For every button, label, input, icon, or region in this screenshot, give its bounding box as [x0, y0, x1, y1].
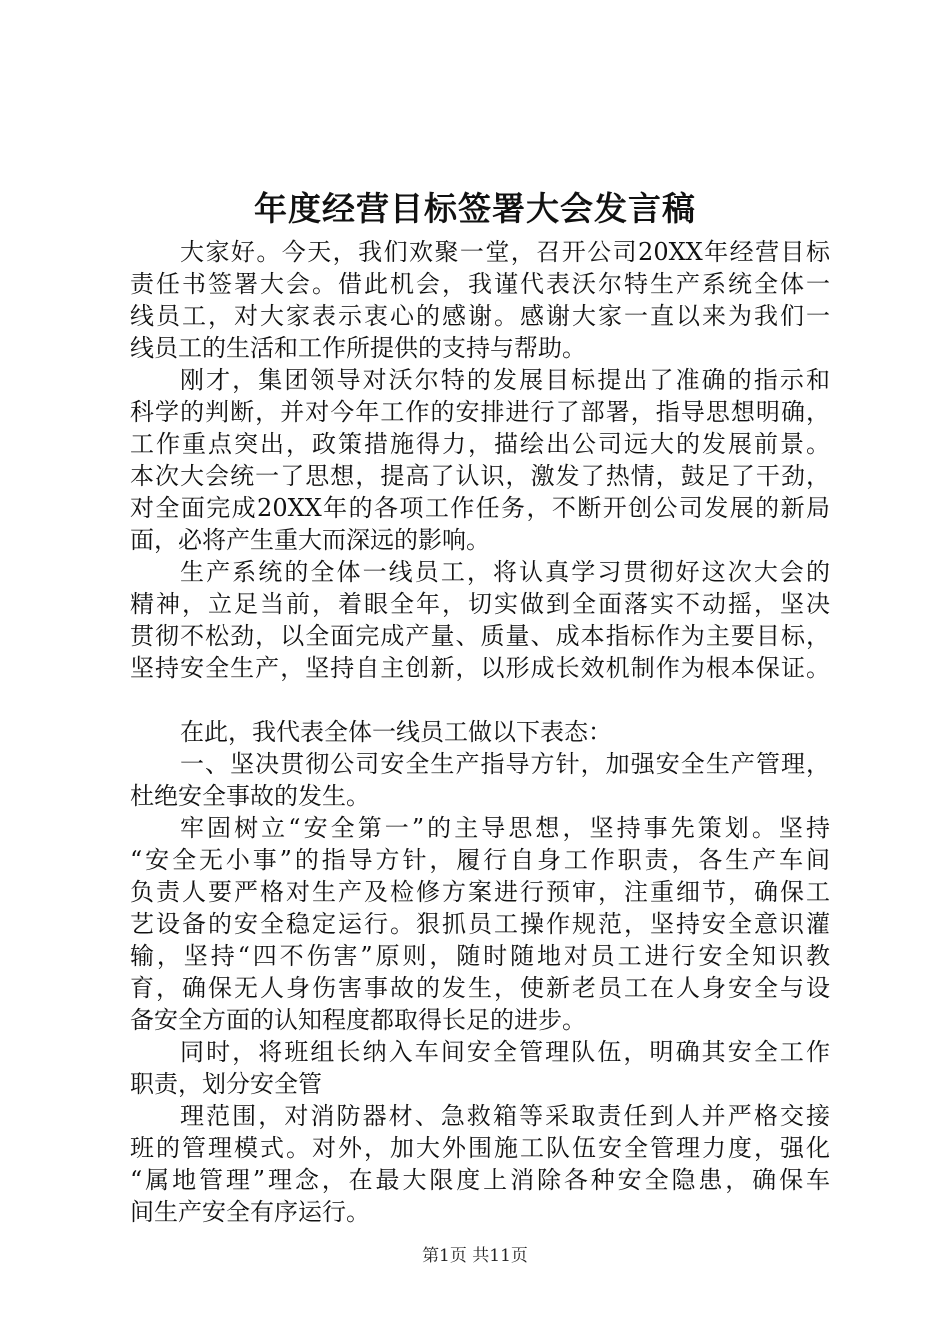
text-line: 对全面完成20XX年的各项工作任务，不断开创公司发展的新局: [130, 494, 830, 522]
text-line: 牢固树立“安全第一”的主导思想，坚持事先策划。坚持: [180, 814, 830, 842]
text-line: “属地管理”理念，在最大限度上消除各种安全隐患，确保车: [130, 1166, 830, 1194]
text-line: 备安全方面的认知程度都取得长足的进步。: [130, 1006, 586, 1034]
text-line: 理范围，对消防器材、急救箱等采取责任到人并严格交接: [180, 1102, 830, 1130]
document-body: [130, 236, 830, 1228]
text-line: 育，确保无人身伤害事故的发生，使新老员工在人身安全与设: [130, 974, 830, 1002]
text-line: “安全无小事”的指导方针，履行自身工作职责，各生产车间: [130, 846, 830, 874]
text-line: 线员工的生活和工作所提供的支持与帮助。: [130, 334, 586, 362]
text-line: 线员工，对大家表示衷心的感谢。感谢大家一直以来为我们一: [130, 302, 830, 330]
text-line: 同时，将班组长纳入车间安全管理队伍，明确其安全工作: [180, 1038, 830, 1066]
text-line: 一、坚决贯彻公司安全生产指导方针，加强安全生产管理，: [180, 750, 830, 778]
text-line: 生产系统的全体一线员工，将认真学习贯彻好这次大会的: [180, 558, 830, 586]
text-line: 输，坚持“四不伤害”原则，随时随地对员工进行安全知识教: [130, 942, 830, 970]
text-line: 科学的判断，并对今年工作的安排进行了部署，指导思想明确，: [130, 398, 830, 426]
blank-line: [130, 684, 830, 716]
text-line: 负责人要严格对生产及检修方案进行预审，注重细节，确保工: [130, 878, 830, 906]
text-line: 杜绝安全事故的发生。: [130, 782, 370, 810]
text-line: 间生产安全有序运行。: [130, 1198, 370, 1226]
text-line: 在此，我代表全体一线员工做以下表态：: [180, 718, 612, 746]
text-line: 精神，立足当前，着眼全年，切实做到全面落实不动摇，坚决: [130, 590, 830, 618]
document-title: 年度经营目标签署大会发言稿: [254, 189, 696, 228]
text-line: 贯彻不松劲，以全面完成产量、质量、成本指标作为主要目标，: [130, 622, 830, 650]
text-line: 职责，划分安全管: [130, 1070, 322, 1098]
page-number-footer: 第1页 共11页: [422, 1246, 528, 1266]
text-line: 艺设备的安全稳定运行。狠抓员工操作规范，坚持安全意识灌: [130, 910, 830, 938]
text-line: 刚才，集团领导对沃尔特的发展目标提出了准确的指示和: [180, 366, 830, 394]
text-line: 坚持安全生产，坚持自主创新，以形成长效机制作为根本保证。: [130, 654, 830, 682]
text-line: 责任书签署大会。借此机会，我谨代表沃尔特生产系统全体一: [130, 270, 830, 298]
text-line: 班的管理模式。对外，加大外围施工队伍安全管理力度，强化: [130, 1134, 830, 1162]
text-line: 工作重点突出，政策措施得力，描绘出公司远大的发展前景。: [130, 430, 830, 458]
text-line: 面，必将产生重大而深远的影响。: [130, 526, 490, 554]
text-line: 本次大会统一了思想，提高了认识，激发了热情，鼓足了干劲，: [130, 462, 830, 490]
text-line: 大家好。今天，我们欢聚一堂，召开公司20XX年经营目标: [180, 238, 830, 266]
